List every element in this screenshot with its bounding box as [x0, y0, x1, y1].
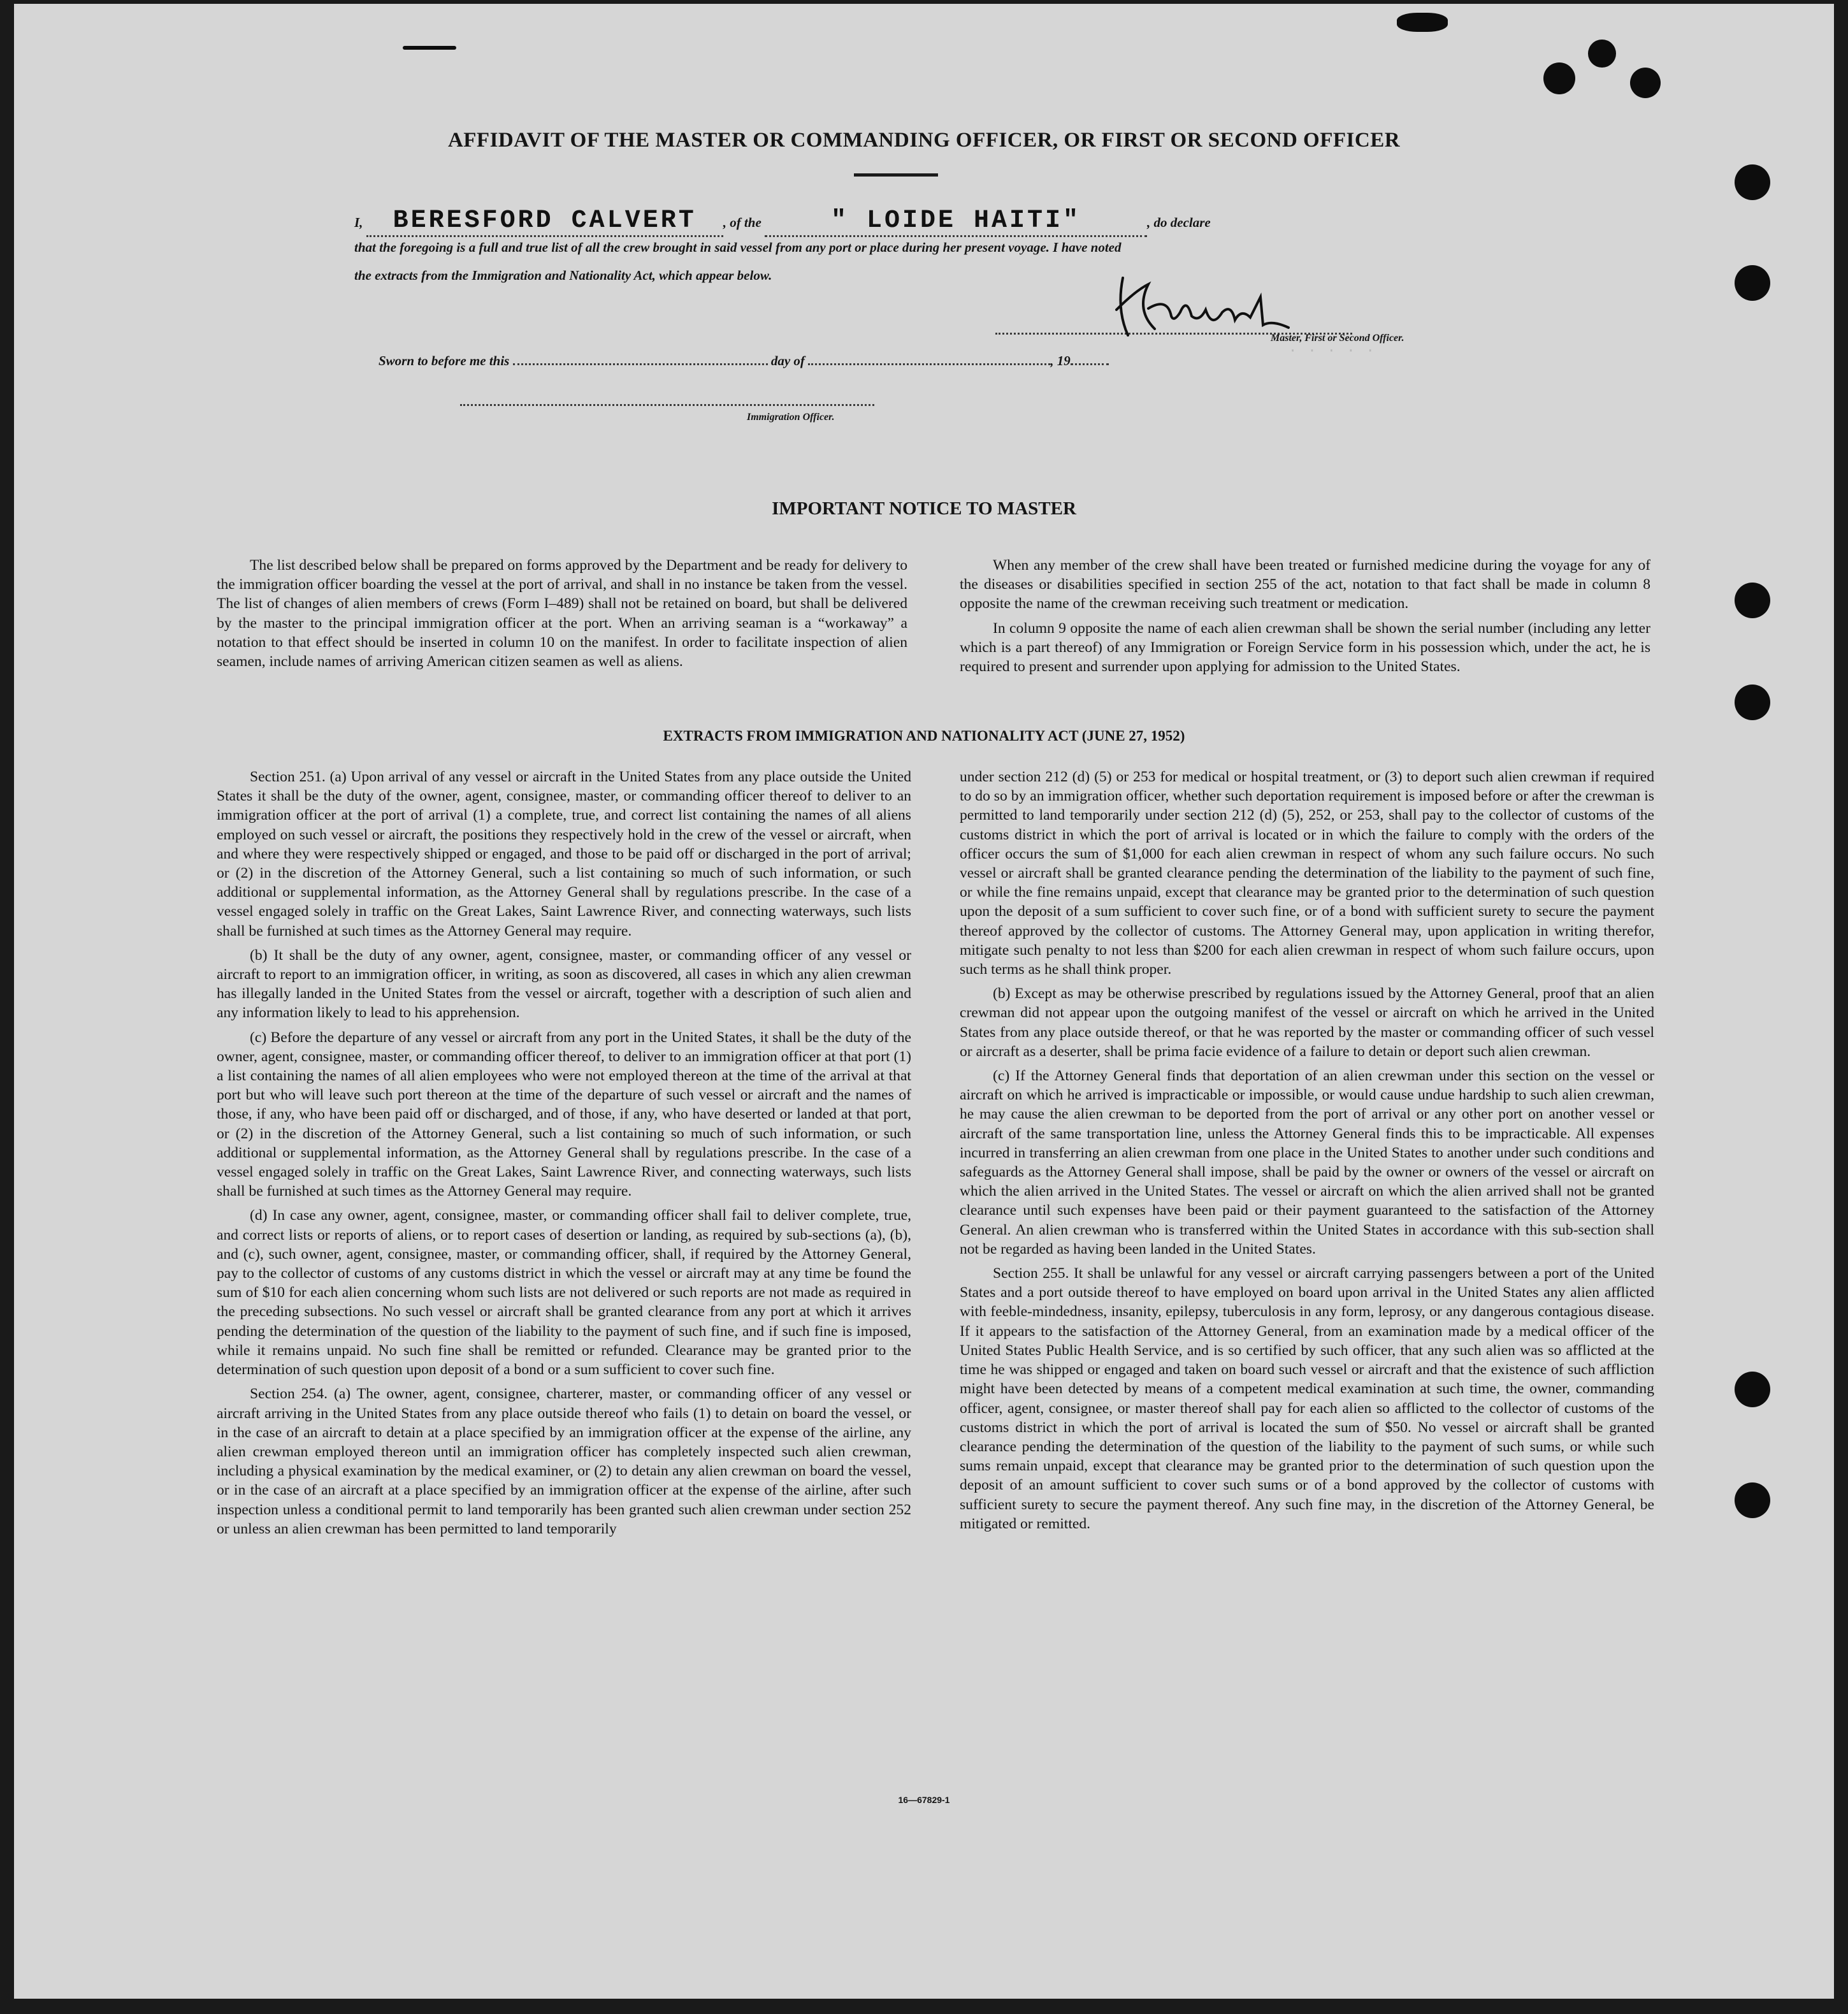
extracts-right-column: [960, 767, 1654, 1539]
ink-blot: [1588, 40, 1616, 68]
bleed-through-text: · · · · ·: [1289, 343, 1376, 359]
sworn-month-field: [808, 363, 1050, 365]
statute-paragraph: (d) In case any owner, agent, consignee, master, or commanding officer shall fail to deliver complete, true, and correct lists or reports of aliens, or to report cases of desertion or landing, as required by sub-sections (a), (b), and (c), such owner, agent, consignee, master, or commanding officer, shall, if required by the Attorney General, pay to the collector of customs of any customs district in which the vessel or aircraft may at any time be found the sum of $10 for each alien concerning whom such lists are not delivered or such reports are not made as required in the preceding subsections. No such vessel or aircraft shall be granted clearance from any port at which it arrives pending the determination of the question of the liability to the payment of such fine, and if such fine is imposed, while it remains unpaid. No such fine shall be remitted or refunded. Clearance may be granted prior to the determination of such question upon deposit of a bond or a sum sufficient to cover such fine.: [217, 1207, 911, 1379]
year-prefix: , 19: [1050, 353, 1071, 368]
sworn-year-field: [1071, 363, 1109, 365]
do-declare-label: , do declare: [1147, 215, 1211, 230]
punch-hole: [1735, 1372, 1770, 1407]
vessel-name: " LOIDE HAITI": [830, 206, 1081, 235]
notice-paragraph: When any member of the crew shall have been treated or furnished medicine during the voyage for any of the diseases or disabilities specified in section 255 of the act, notation to that fact shall be made in column 8 opposite the name of the crewman receiving such treatment or medication.: [960, 557, 1650, 612]
punch-hole: [1735, 583, 1770, 618]
statute-paragraph: (b) It shall be the duty of any owner, agent, consignee, master, or commanding officer of any vessel or aircraft to report to an immigration officer, in writing, as soon as discovered, all cases in which any alien crewman has illegally landed in the United States from the vessel or aircraft, together with a description of such alien and any information likely to lead to his apprehension.: [217, 946, 911, 1022]
handwritten-signature: [1110, 272, 1301, 342]
sworn-day-field: [513, 363, 768, 365]
declaration-line: [354, 206, 1211, 237]
punch-hole: [1735, 164, 1770, 200]
vessel-name-field: [765, 206, 1147, 237]
notice-title: IMPORTANT NOTICE TO MASTER: [772, 498, 1076, 519]
statute-paragraph: Section 254. (a) The owner, agent, consignee, charterer, master, or commanding officer of any vessel or aircraft arriving in the United States from any place outside thereof who fails (1) to detain on board the vessel, or in the case of an aircraft to detain at a place specified by an immigration officer at the expense of the airline, any alien crewman employed thereon until an immigration officer has completely inspected such alien crewman, including a physical examination by the medical examiner, or (2) to detain any alien crewman on board the vessel, or in the case of an aircraft at a place specified by an immigration officer at the expense of the airline, after such inspection unless a conditional permit to land temporarily has been granted such alien crewman under section 252 or unless an alien crewman has been permitted to land temporarily: [217, 1386, 911, 1537]
notice-left-column: [217, 556, 907, 676]
notice-paragraph: In column 9 opposite the name of each alien crewman shall be shown the serial number (including any letter which is a part thereof) of any Immigration or Foreign Service form in his possession which, under the act, he is required to present and surrender upon applying for admission to the United States.: [960, 619, 1650, 676]
document-page: [14, 4, 1834, 1999]
notice-paragraph: The list described below shall be prepared on forms approved by the Department and be ready for delivery to the immigration officer boarding the vessel at the port of arrival, and shall in no instance be taken from the vessel. The list of changes of alien members of crews (Form I–489) shall not be retained on board, but shall be delivered by the master to the principal immigration officer at the port. When an arriving seaman is a “workaway” a notation to that effect should be inserted in column 10 on the manifest. In order to facilitate inspection of alien seamen, include names of arriving American citizen seamen as well as aliens.: [217, 557, 907, 670]
statute-paragraph: (c) If the Attorney General finds that deportation of an alien crewman under this section on the vessel or aircraft on which he arrived is impracticable or impossible, or would cause undue hardship to such alien crewman, he may cause the alien crewman to be deported from the port of arrival or any other port on another vessel or aircraft of the same transportation line, unless the Attorney General finds this to be impracticable. All expenses incurred in transferring an alien crewman from one place in the United States to another under such conditions and safeguards as the Attorney General shall impose, shall be paid by the owner or owners of the vessel or aircraft on which the alien arrived in the United States. The vessel or aircraft on which the alien arrived shall not be granted clearance until such expenses have been paid or their payment guaranteed to the satisfaction of the Attorney General. An alien crewman who is transferred within the United States in accordance with this sub-section shall not be regarded as having been landed in the United States.: [960, 1068, 1654, 1257]
statute-paragraph: Section 251. (a) Upon arrival of any vessel or aircraft in the United States from any place outside the United States it shall be the duty of the owner, agent, consignee, master, or commanding officer thereof to deliver to an immigration officer at the port of arrival (1) a complete, true, and correct list containing the names of all aliens employed on such vessel or aircraft, the positions they respectively hold in the crew of the vessel or aircraft, when and where they were respectively shipped or engaged, and those to be paid off or discharged in the port of arrival; or (2) in the discretion of the Attorney General, such a list containing so much of such information, or such additional or supplemental information, as the Attorney General shall by regulations prescribe. In the case of a vessel engaged solely in traffic on the Great Lakes, Saint Lawrence River, and connecting waterways, such lists shall be furnished at such times as the Attorney General may require.: [217, 769, 911, 939]
immigration-officer-caption: Immigration Officer.: [747, 412, 835, 423]
ink-blot: [403, 46, 456, 50]
declarant-name-field: [366, 206, 723, 237]
title-divider: [854, 173, 938, 177]
sworn-label: Sworn to before me this: [379, 353, 510, 368]
ink-blot: [1630, 68, 1661, 98]
declarant-name: BERESFORD CALVERT: [393, 206, 697, 235]
day-of-label: day of: [770, 353, 805, 368]
immigration-officer-line: [460, 404, 874, 406]
notice-right-column: [960, 556, 1650, 681]
statement-line-1: that the foregoing is a full and true list of all the crew brought in said vessel from any port or place during her present voyage. I have noted: [354, 240, 1122, 255]
of-the-label: , of the: [723, 215, 762, 230]
sworn-line: [379, 353, 1109, 369]
punch-hole: [1735, 265, 1770, 301]
extracts-title: EXTRACTS FROM IMMIGRATION AND NATIONALITY ACT (JUNE 27, 1952): [663, 728, 1185, 744]
statute-paragraph: under section 212 (d) (5) or 253 for medical or hospital treatment, or (3) to deport such alien crewman if required to do so by an immigration officer, whether such deportation requirement is imposed before or after the crewman is permitted to land temporarily under section 212 (d) (5), 252, or 253, shall pay to the collector of customs of the customs district in which the port of arrival is located or in which the failure to comply with the orders of the officer occurs the sum of $1,000 for each alien crewman in respect of whom any such failure occurs. No such vessel or aircraft shall be granted clearance pending the determination of the liability to the payment of such fine, or while the fine remains unpaid, except that clearance may be granted prior to the determination of such question upon the deposit of a sum sufficient to cover such fine, or of a bond with sufficient surety to secure the payment thereof approved by the collector of customs. The Attorney General may, upon application in writing therefor, mitigate such penalty to not less than $200 for each alien crewman in respect of whom such failure occurs, upon such terms as he shall think proper.: [960, 769, 1654, 978]
signature-caption: Master, First or Second Officer.: [1271, 333, 1404, 344]
affidavit-title: AFFIDAVIT OF THE MASTER OR COMMANDING OFFICER, OR FIRST OR SECOND OFFICER: [447, 129, 1401, 152]
declarant-prefix: I,: [354, 215, 363, 230]
punch-hole: [1735, 685, 1770, 720]
statute-paragraph: (b) Except as may be otherwise prescribed by regulations issued by the Attorney General, proof that an alien crewman did not appear upon the outgoing manifest of the vessel or aircraft on which he arrived in the United States from any place outside thereof, or that he was reported by the master or commanding officer of such vessel or aircraft as a deserter, shall be prima facie evidence of a failure to detain or deport such alien crewman.: [960, 985, 1654, 1060]
ink-blot: [1397, 13, 1448, 32]
punch-hole: [1735, 1482, 1770, 1518]
extracts-left-column: [217, 767, 911, 1544]
statute-paragraph: Section 255. It shall be unlawful for any vessel or aircraft carrying passengers between a port of the United States and a port outside thereof to have employed on board upon arrival in the United States any alien afflicted with feeble-mindedness, insanity, epilepsy, tuberculosis in any form, leprosy, or any dangerous contagious disease. If it appears to the satisfaction of the Attorney General, from an examination made by a medical officer of the United States Public Health Service, and is so certified by such officer, that any such alien was so afflicted at the time he was shipped or engaged and taken on board such vessel or aircraft and that the existence of such affliction might have been detected by means of a competent medical examination at such time, the owner, commanding officer, agent, consignee, or master thereof shall pay for each alien so afflicted to the collector of customs of the customs district in which the port of arrival is located the sum of $50. No vessel or aircraft shall be granted clearance pending the determination of the question of the liability to the payment of such sums, or while such sums remain unpaid, except that clearance may be granted prior to the determination of such question upon the deposit of an amount sufficient to cover such sums or of a bond approved by the collector of customs with sufficient surety to secure the payment thereof. Any such fine may, in the discretion of the Attorney General, be mitigated or remitted.: [960, 1265, 1654, 1532]
form-number: 16—67829-1: [898, 1795, 950, 1805]
signature-block: [995, 272, 1467, 348]
statement-line-2: the extracts from the Immigration and Nationality Act, which appear below.: [354, 268, 772, 283]
ink-blot: [1543, 62, 1575, 94]
statute-paragraph: (c) Before the departure of any vessel or aircraft from any port in the United States, it shall be the duty of the owner, agent, consignee, master, or commanding officer thereof, to deliver to an immigration officer at that port (1) a list containing the names of all alien employees who were not employed thereon at the time of the arrival at that port but who will leave such port thereon at the time of the departure of such vessel or aircraft and the names of those, if any, who have been paid off or discharged, and of those, if any, who have deserted or landed at that port, or (2) in the discretion of the Attorney General, such a list containing so much of such information, or such additional or supplemental information, as the Attorney General shall by regulations prescribe. In the case of a vessel engaged solely in traffic on the Great Lakes, Saint Lawrence River, and connecting waterways, such lists shall be furnished at such times as the Attorney General may require.: [217, 1029, 911, 1200]
